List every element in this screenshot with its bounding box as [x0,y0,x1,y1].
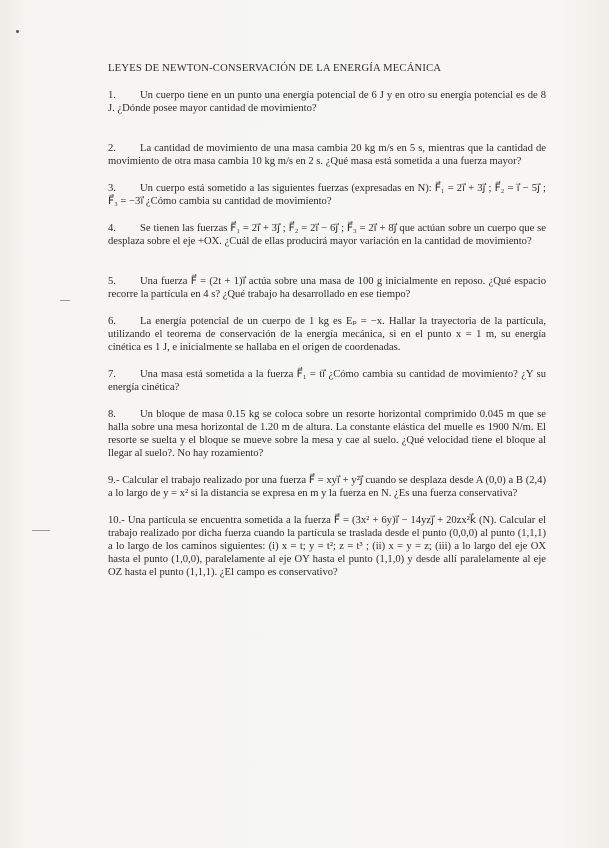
problem-text: Una partícula se encuentra sometida a la fuerza F⃗ = (3x² + 6y)i⃗ − 14yzj⃗ + 20zx²k⃗ (N). Calcular el trabajo realizado por dicha fuerza cuando la partícula se traslada desde el punto (0,0,0) al punto (1,1,1) a lo largo de los caminos siguientes: (i) x = t; y = t²; z = t³ ; (ii) x = y = z; (iii) a lo largo del eje OX hasta el punto (1,0,0), paralelamente al eje OY hasta el punto (1,1,0) y desde allí paralelamente al eje OZ hasta el punto (1,1,1). ¿El campo es conservativo? [108,515,546,578]
problem-text: Un cuerpo tiene en un punto una energía potencial de 6 J y en otro su energía potencial es de 8 J. ¿Dónde posee mayor cantidad de movimiento? [108,90,546,114]
problem-text: Se tienen las fuerzas F⃗₁ = 2i⃗ + 3j⃗ ; F⃗₂ = 2i⃗ − 6j⃗ ; F⃗₃ = 2i⃗ + 8j⃗ que actúan sobre un cuerpo que se desplaza sobre el eje +OX. ¿Cuál de ellas producirá mayor variación en la cantidad de movimiento? [108,223,546,247]
document-title: LEYES DE NEWTON-CONSERVACIÓN DE LA ENERGÍA MECÁNICA [108,63,442,74]
problem-text: Calcular el trabajo realizado por una fuerza F⃗ = xyi⃗ + y²j⃗ cuando se desplaza desde A (0,0) a B (2,4) a lo largo de y = x² si la distancia se expresa en m y la fuerza en N. ¿Es una fuerza conservativa? [108,475,546,499]
problem-text: Un bloque de masa 0.15 kg se coloca sobre un resorte horizontal comprimido 0.045 m que se halla sobre una mesa horizontal de 1.20 m de altura. La constante elástica del muelle es 1900 N/m. El resorte se suelta y el bloque se mueve sobre la mesa y cae al suelo. ¿Qué velocidad tiene el bloque al llegar al suelo?. No hay rozamiento? [108,409,546,459]
problem-number: 5. [108,276,116,287]
problem-5 [108,275,546,301]
problem-8 [108,408,546,460]
problem-number: 7. [108,369,116,380]
problem-text: Una masa está sometida a la fuerza F⃗₁ = ti⃗ ¿Cómo cambia su cantidad de movimiento? ¿Y su energía cinética? [108,369,546,393]
problem-7 [108,368,546,394]
problem-number: 1. [108,90,116,101]
problem-number: 4. [108,223,116,234]
problem-number: 9.- [108,475,120,486]
problem-number: 2. [108,143,116,154]
problem-number: 3. [108,183,116,194]
problem-number: 8. [108,409,116,420]
scan-speck [16,30,19,33]
scan-mark [32,530,50,531]
problem-number: 6. [108,316,116,327]
problem-2 [108,142,546,168]
problem-10 [108,514,546,579]
problem-text: La energía potencial de un cuerpo de 1 kg es Eₚ = −x. Hallar la trayectoria de la partícula, utilizando el teorema de conservación de la energía mecánica, si en el punto x = 1 m, su energía cinética es 1 J, e inicialmente se hallaba en el origen de coordenadas. [108,316,546,353]
problem-text: Una fuerza F⃗ = (2t + 1)i⃗ actúa sobre una masa de 100 g inicialmente en reposo. ¿Qué espacio recorre la partícula en 4 s? ¿Qué trabajo ha desarrollado en ese tiempo? [108,276,546,300]
problem-3 [108,182,546,208]
problem-9 [108,474,546,500]
problem-text: Un cuerpo está sometido a las siguientes fuerzas (expresadas en N): F⃗₁ = 2i⃗ + 3j⃗ ; F⃗₂ = i⃗ − 5j⃗ ; F⃗₃ = −3i⃗ ¿Cómo cambia su cantidad de movimiento? [108,183,546,207]
scan-mark [60,300,70,301]
problem-4 [108,222,546,248]
problem-text: La cantidad de movimiento de una masa cambia 20 kg m/s en 5 s, mientras que la cantidad de movimiento de otra masa cambia 10 kg m/s en 2 s. ¿Qué masa está sometida a una fuerza mayor? [108,143,546,167]
document-body [108,62,546,579]
problem-6 [108,315,546,354]
problem-1 [108,89,546,115]
problem-number: 10.- [108,515,125,526]
